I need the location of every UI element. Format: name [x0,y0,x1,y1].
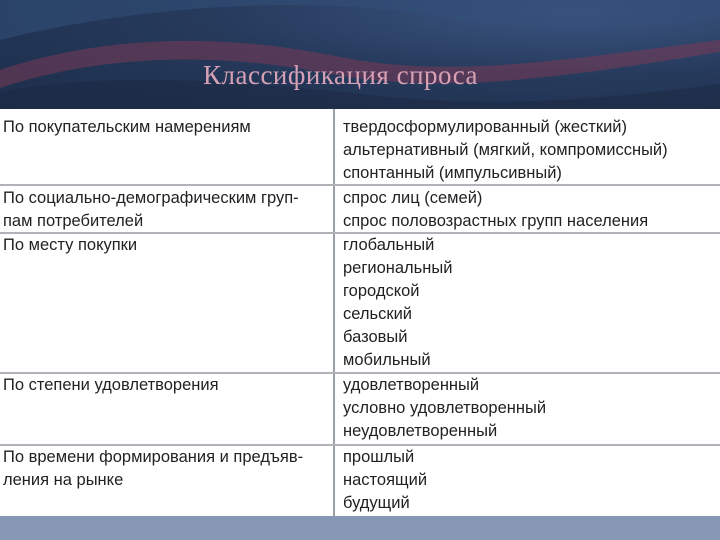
table-row-types [343,116,715,185]
criterion-line: По степени удовлетворения [3,376,219,394]
type-item: прошлый [343,448,415,466]
type-item: региональный [343,259,453,277]
table-row-criterion [3,374,329,397]
type-item: условно удовлетворенный [343,399,547,417]
type-item: сельский [343,305,413,323]
criterion-line: По покупательским намерениям [3,118,251,136]
type-item: базовый [343,328,408,346]
type-item: настоящий [343,471,428,489]
type-item: твердосформулированный (жесткий) [343,118,628,136]
table-row-criterion [3,446,329,492]
type-item: спрос лиц (семей) [343,189,483,207]
type-item: мобильный [343,351,431,369]
type-item: альтернативный (мягкий, компромиссный) [343,141,668,159]
type-item: неудовлетворенный [343,422,498,440]
slide-header [0,0,720,112]
criterion-line: По социально-демографическим груп- [3,189,299,207]
criterion-line: По месту покупки [3,236,138,254]
table-row-criterion [3,116,329,139]
table-row-types [343,187,715,233]
type-item: удовлетворенный [343,376,480,394]
criterion-line: пам потребителей [3,212,144,230]
criterion-line: ления на рынке [3,471,124,489]
table-row-criterion [3,187,329,233]
type-item: спонтанный (импульсивный) [343,164,562,182]
slide-bottom-band [0,516,720,540]
type-item: спрос половозрастных групп населения [343,212,649,230]
type-item: будущий [343,494,410,512]
type-item: глобальный [343,236,435,254]
table-column-divider [333,109,335,516]
decorative-swoosh [0,0,720,112]
table-row-criterion [3,234,329,257]
table-row-types [343,234,715,372]
slide-title: Классификация спроса [203,60,478,90]
table-row-types [343,374,715,443]
criterion-line: По времени формирования и предъяв- [3,448,304,466]
table-row-types [343,446,715,515]
type-item: городской [343,282,420,300]
